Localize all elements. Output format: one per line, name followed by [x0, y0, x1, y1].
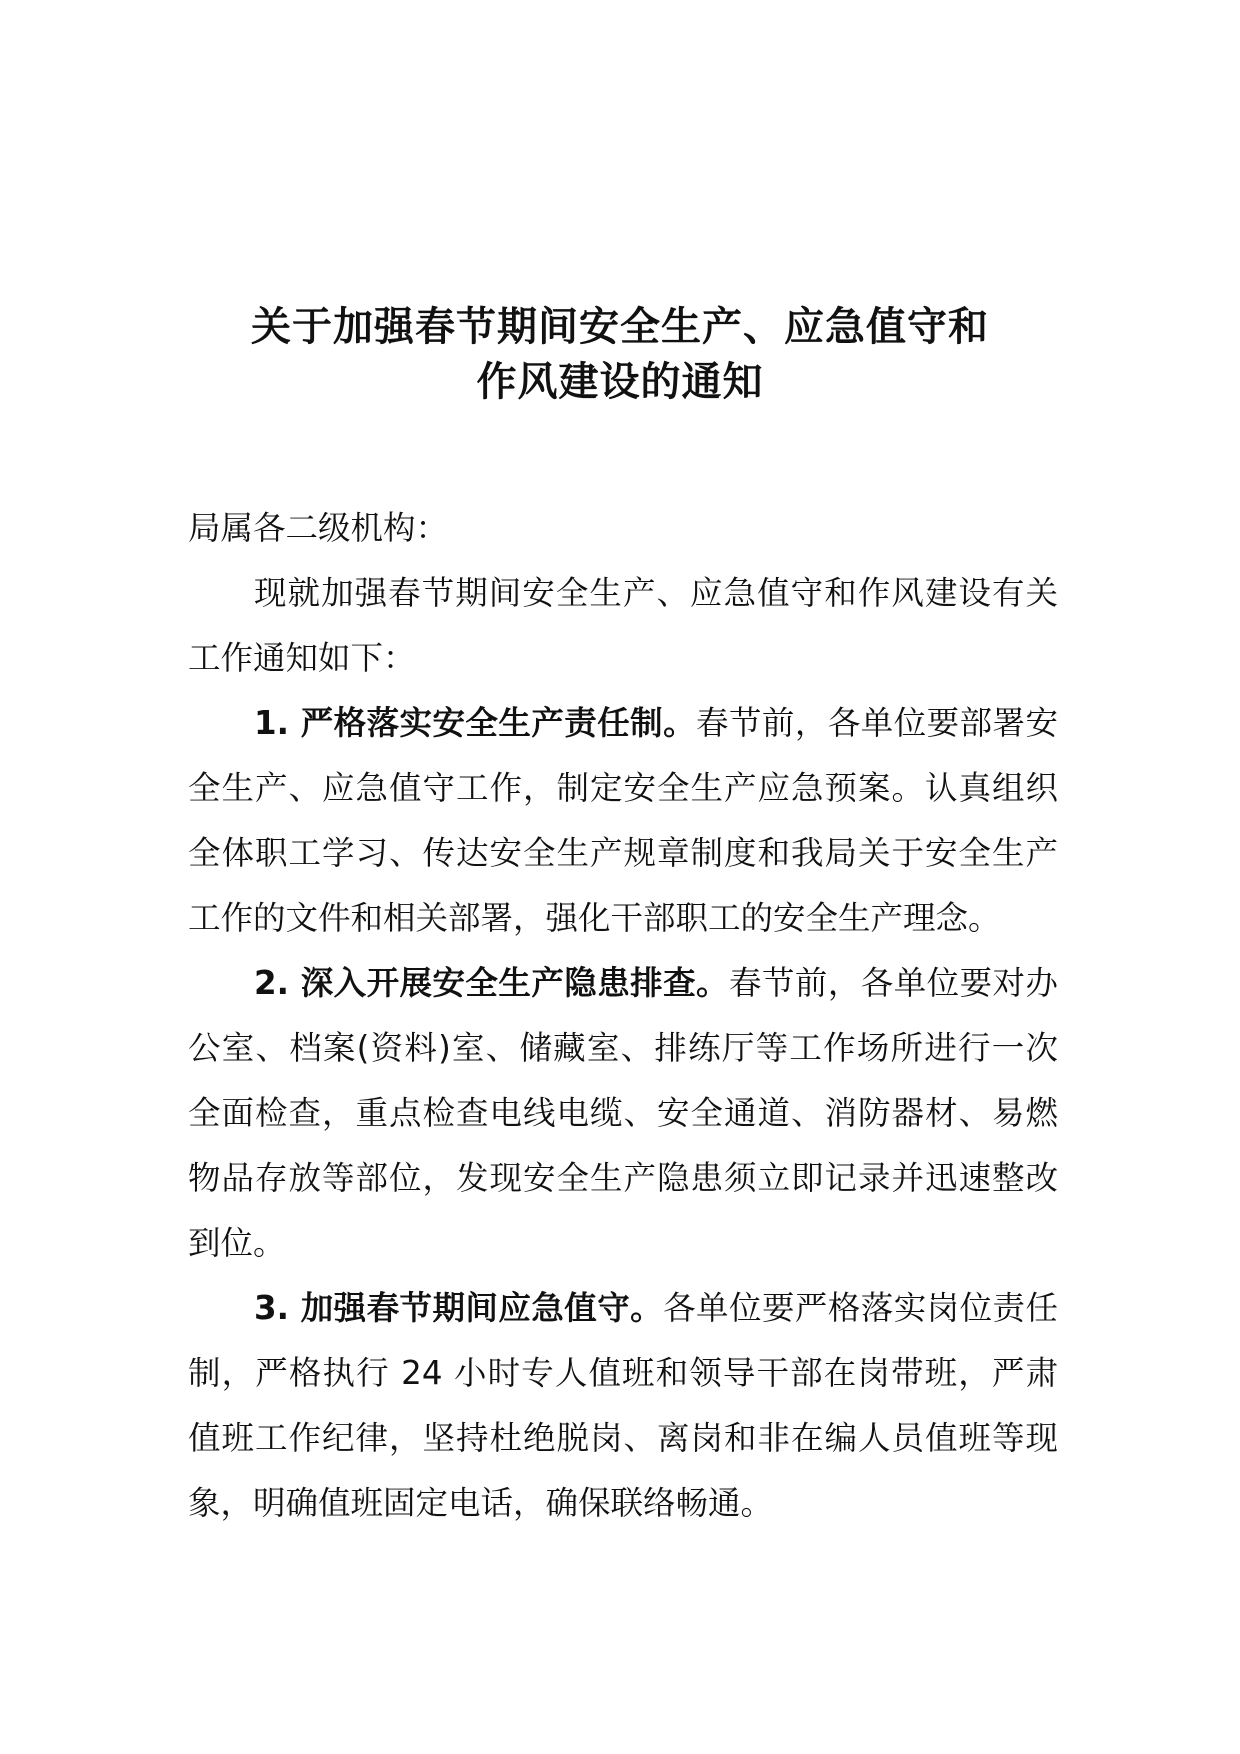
intro-paragraph: 现就加强春节期间安全生产、应急值守和作风建设有关工作通知如下： [188, 574, 1058, 677]
item-paragraph-3 [188, 1276, 1058, 1536]
title-line-2: 作风建设的通知 [476, 359, 764, 405]
title-line-1: 关于加强春节期间安全生产、应急值守和 [251, 304, 989, 350]
item-paragraph-1 [188, 691, 1058, 951]
item-heading-2: 2. 深入开展安全生产隐患排查。 [254, 964, 729, 1002]
item-paragraph-2 [188, 951, 1058, 1276]
document-body [188, 496, 1058, 1536]
salutation: 局属各二级机构： [188, 509, 449, 547]
item-text-2: 春节前，各单位要对办公室、档案(资料)室、储藏室、排练厅等工作场所进行一次全面检查，重点检查电线电缆、安全通道、消防器材、易燃物品存放等部位，发现安全生产隐患须立即记录并迅速整改到位。 [188, 964, 1058, 1262]
item-text-1: 春节前，各单位要部署安全生产、应急值守工作，制定安全生产应急预案。认真组织全体职工学习、传达安全生产规章制度和我局关于安全生产工作的文件和相关部署，强化干部职工的安全生产理念。 [188, 704, 1058, 937]
document-title [180, 300, 1060, 410]
item-heading-3: 3. 加强春节期间应急值守。 [254, 1289, 664, 1327]
item-heading-1: 1. 严格落实安全生产责任制。 [254, 704, 697, 742]
item-text-3: 各单位要严格落实岗位责任制，严格执行 24 小时专人值班和领导干部在岗带班，严肃值班工作纪律，坚持杜绝脱岗、离岗和非在编人员值班等现象，明确值班固定电话，确保联络畅通。 [188, 1289, 1058, 1522]
